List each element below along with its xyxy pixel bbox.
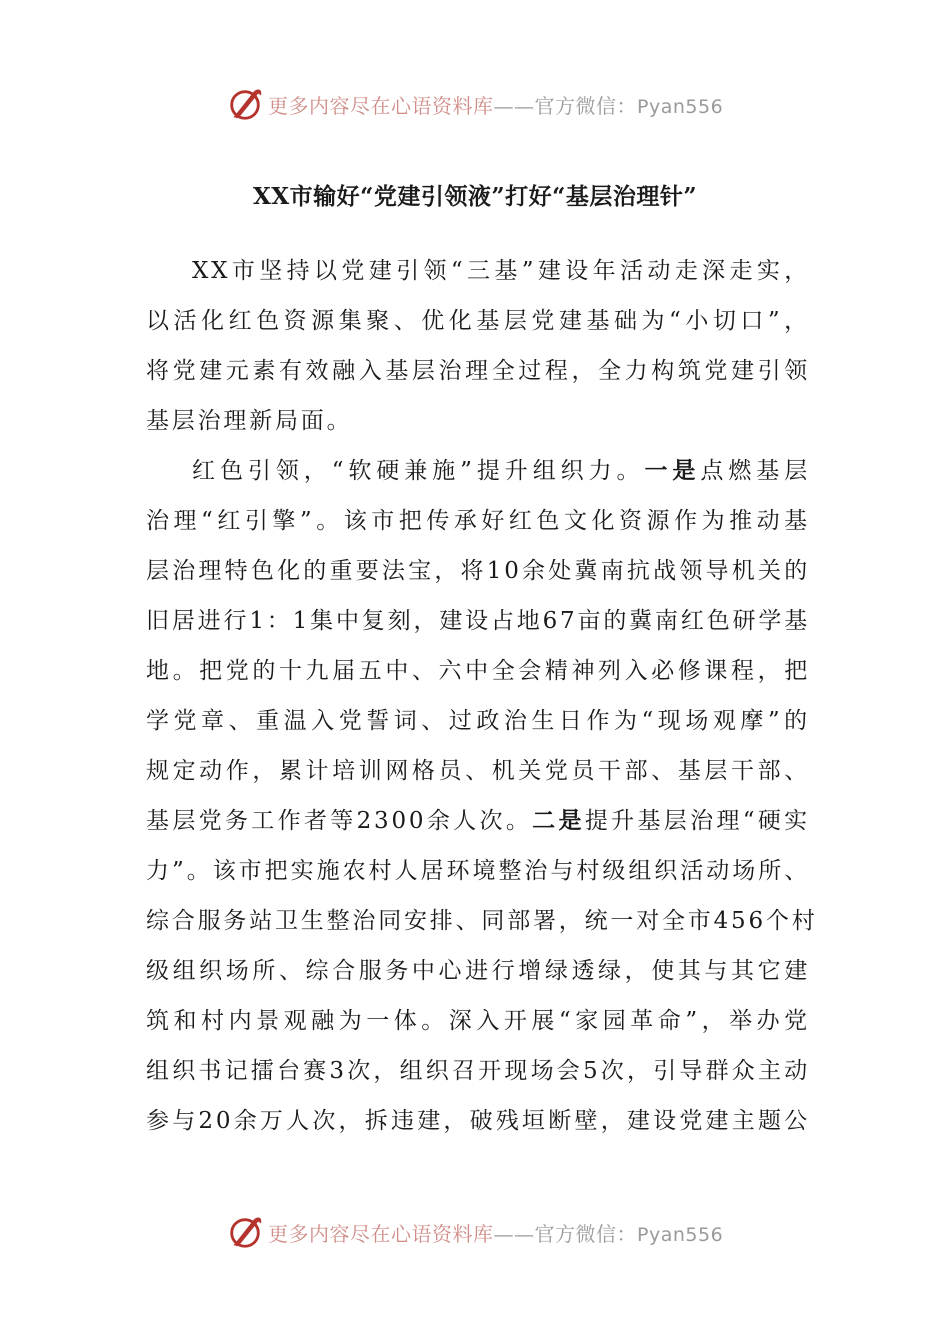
header-banner-text: [268, 90, 723, 119]
line-text: 提升基层治理“硬实: [584, 808, 810, 834]
paragraph-line: 旧居进行1：1集中复刻，建设占地67亩的冀南红色研学基: [146, 608, 810, 634]
line-text: 基层党务工作者等2300余人次。: [146, 808, 533, 834]
paragraph-line: 治理“红引擎”。该市把传承好红色文化资源作为推动基: [146, 508, 810, 534]
paragraph-line: 级组织场所、综合服务中心进行增绿透绿，使其与其它建: [146, 958, 810, 984]
paragraph-line: 筑和村内景观融为一体。深入开展“家园革命”，举办党: [146, 1008, 810, 1034]
brand-text: 更多内容尽在心语资料库: [268, 1221, 494, 1246]
wechat-label: 官方微信：: [534, 1221, 637, 1246]
footer-banner: [226, 1212, 746, 1252]
paragraph-line: 组织书记擂台赛3次，组织召开现场会5次，引导群众主动: [146, 1058, 810, 1084]
quill-pen-logo-icon: [226, 85, 264, 123]
document-body: [146, 246, 818, 1146]
line-text: 点燃基层: [700, 458, 810, 484]
wechat-id: Pyan556: [637, 1223, 724, 1246]
wechat-id: Pyan556: [637, 95, 724, 118]
paragraph-line: 力”。该市把实施农村人居环境整治与村级组织活动场所、: [146, 858, 810, 884]
paragraph-line: [146, 446, 810, 496]
paragraph-line: 基层治理新局面。: [146, 408, 353, 434]
footer-banner-text: [268, 1218, 723, 1247]
paragraph-line: 以活化红色资源集聚、优化基层党建基础为“小切口”，: [146, 308, 810, 334]
paragraph-line: [146, 796, 810, 846]
paragraph-line: XX市坚持以党建引领“三基”建设年活动走深走实，: [192, 258, 810, 284]
paragraph-line: 参与20余万人次，拆违建，破残垣断壁，建设党建主题公: [146, 1108, 810, 1134]
separator: ——: [493, 1221, 535, 1246]
paragraph-line: 综合服务站卫生整治同安排、同部署，统一对全市456个村: [146, 908, 818, 934]
separator: ——: [493, 93, 535, 118]
bold-marker: 二是: [532, 807, 585, 834]
quill-pen-logo-icon: [226, 1213, 264, 1251]
paragraph-line: 将党建元素有效融入基层治理全过程，全力构筑党建引领: [146, 358, 810, 384]
paragraph-line: 地。把党的十九届五中、六中全会精神列入必修课程，把: [146, 658, 810, 684]
bold-marker: 一是: [644, 457, 701, 484]
wechat-label: 官方微信：: [534, 93, 637, 118]
header-banner: [226, 84, 746, 124]
brand-text: 更多内容尽在心语资料库: [268, 93, 494, 118]
paragraph-line: 规定动作，累计培训网格员、机关党员干部、基层干部、: [146, 758, 810, 784]
paragraph-line: 学党章、重温入党誓词、过政治生日作为“现场观摩”的: [146, 708, 810, 734]
document-title: XX市输好“党建引领液”打好“基层治理针”: [252, 183, 698, 210]
section-heading: 红色引领，“软硬兼施”提升组织力。: [192, 458, 645, 484]
paragraph-line: 层治理特色化的重要法宝，将10余处冀南抗战领导机关的: [146, 558, 810, 584]
